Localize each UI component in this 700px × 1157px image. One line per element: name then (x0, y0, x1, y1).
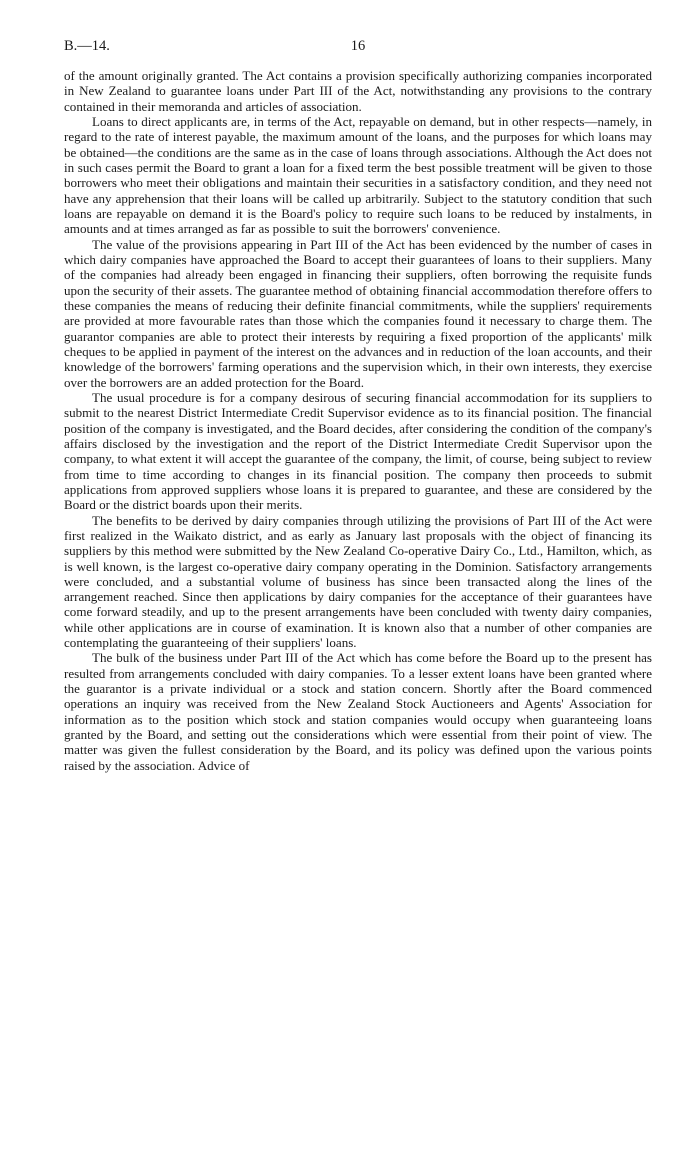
paragraph-benefits: The benefits to be derived by dairy companies through utilizing the provisions of Part III of the Act were first realized in the Waikato district, and as early as January last proposals with the object of financing its suppliers by this method were submitted by the New Zealand Co-operative Dairy Co., Ltd., Hamilton, which, as is well known, is the largest co-operative dairy company operating in the Dominion. Satisfactory arrangements were concluded, and a substantial volume of business has since been transacted along the lines of the arrangement reached. Since then applications by dairy companies for the acceptance of their guarantees have come forward steadily, and up to the present arrangements have been concluded with twenty dairy companies, while other applications are in course of examination. It is known also that a number of other companies are contemplating the guaranteeing of their suppliers' loans. (64, 512, 652, 651)
paragraph-usual-procedure: The usual procedure is for a company desirous of securing financial accommodation for its suppliers to submit to the nearest District Intermediate Credit Supervisor evidence as to its financial position. The financial position of the company is investigated, and the Board decides, after considering the condition of the company's affairs disclosed by the investigation and the report of the District Intermediate Credit Supervisor upon the company, to what extent it will accept the guarantee of the company, the limit, of course, being subject to review from time to time according to changes in its financial position. The company then proceeds to submit applications from approved suppliers whose loans it is prepared to guarantee, and these are considered by the Board or the district boards upon their merits. (64, 389, 652, 513)
paragraph-continuation: of the amount originally granted. The Act contains a provision specifically authorizing companies incorporated in New Zealand to guarantee loans under Part III of the Act, notwithstanding any provisions to the contrary contained in their memoranda and articles of association. (64, 68, 652, 114)
page-header (64, 38, 652, 58)
body-text (64, 68, 652, 773)
paragraph-direct-applicants: Loans to direct applicants are, in terms of the Act, repayable on demand, but in other respects—namely, in regard to the rate of interest payable, the maximum amount of the loans, and the purposes for which loans may be obtained—the conditions are the same as in the case of loans through associations. Although the Act does not in such cases permit the Board to grant a loan for a fixed term the best possible treatment will be given to those borrowers who meet their obligations and maintain their securities in a satisfactory condition, and they need not have any apprehension that their loans will be called up arbitrarily. Subject to the statutory condition that such loans are repayable on demand it is the Board's policy to require such loans to be reduced by instalments, in amounts and at times arranged as far as possible to suit the borrowers' convenience. (64, 113, 652, 237)
document-reference: B.—14. (64, 38, 110, 54)
paragraph-bulk-of-business: The bulk of the business under Part III of the Act which has come before the Board up to the present has resulted from arrangements concluded with dairy companies. To a lesser extent loans have been granted where the guarantor is a private individual or a stock and station concern. Shortly after the Board commenced operations an inquiry was received from the New Zealand Stock Auctioneers and Agents' Association for information as to the position which stock and station companies would occupy when guaranteeing loans granted by the Board, and setting out the considerations which were essential from their point of view. The matter was given the fullest consideration by the Board, and its policy was defined upon the various points raised by the association. Advice of (64, 650, 652, 773)
page-number: 16 (350, 38, 366, 54)
paragraph-value-of-provisions: The value of the provisions appearing in Part III of the Act has been evidenced by the number of cases in which dairy companies have approached the Board to accept their guarantees of loans to their suppliers. Many of the companies had already been engaged in financing their suppliers, often borrowing the requisite funds upon the security of their assets. The guarantee method of obtaining financial accommodation therefore offers to these companies the means of reducing their definite financial commitments, while the suppliers' requirements are provided at more favourable rates than those which the companies found it necessary to charge them. The guarantor companies are able to protect their interests by requiring a fixed proportion of the applicants' milk cheques to be applied in payment of the interest on the advances and in reduction of the loan accounts, and their knowledge of the borrowers' farming operations and the supervision which, in their own interests, they exercise over the borrowers are an added protection for the Board. (64, 236, 652, 390)
